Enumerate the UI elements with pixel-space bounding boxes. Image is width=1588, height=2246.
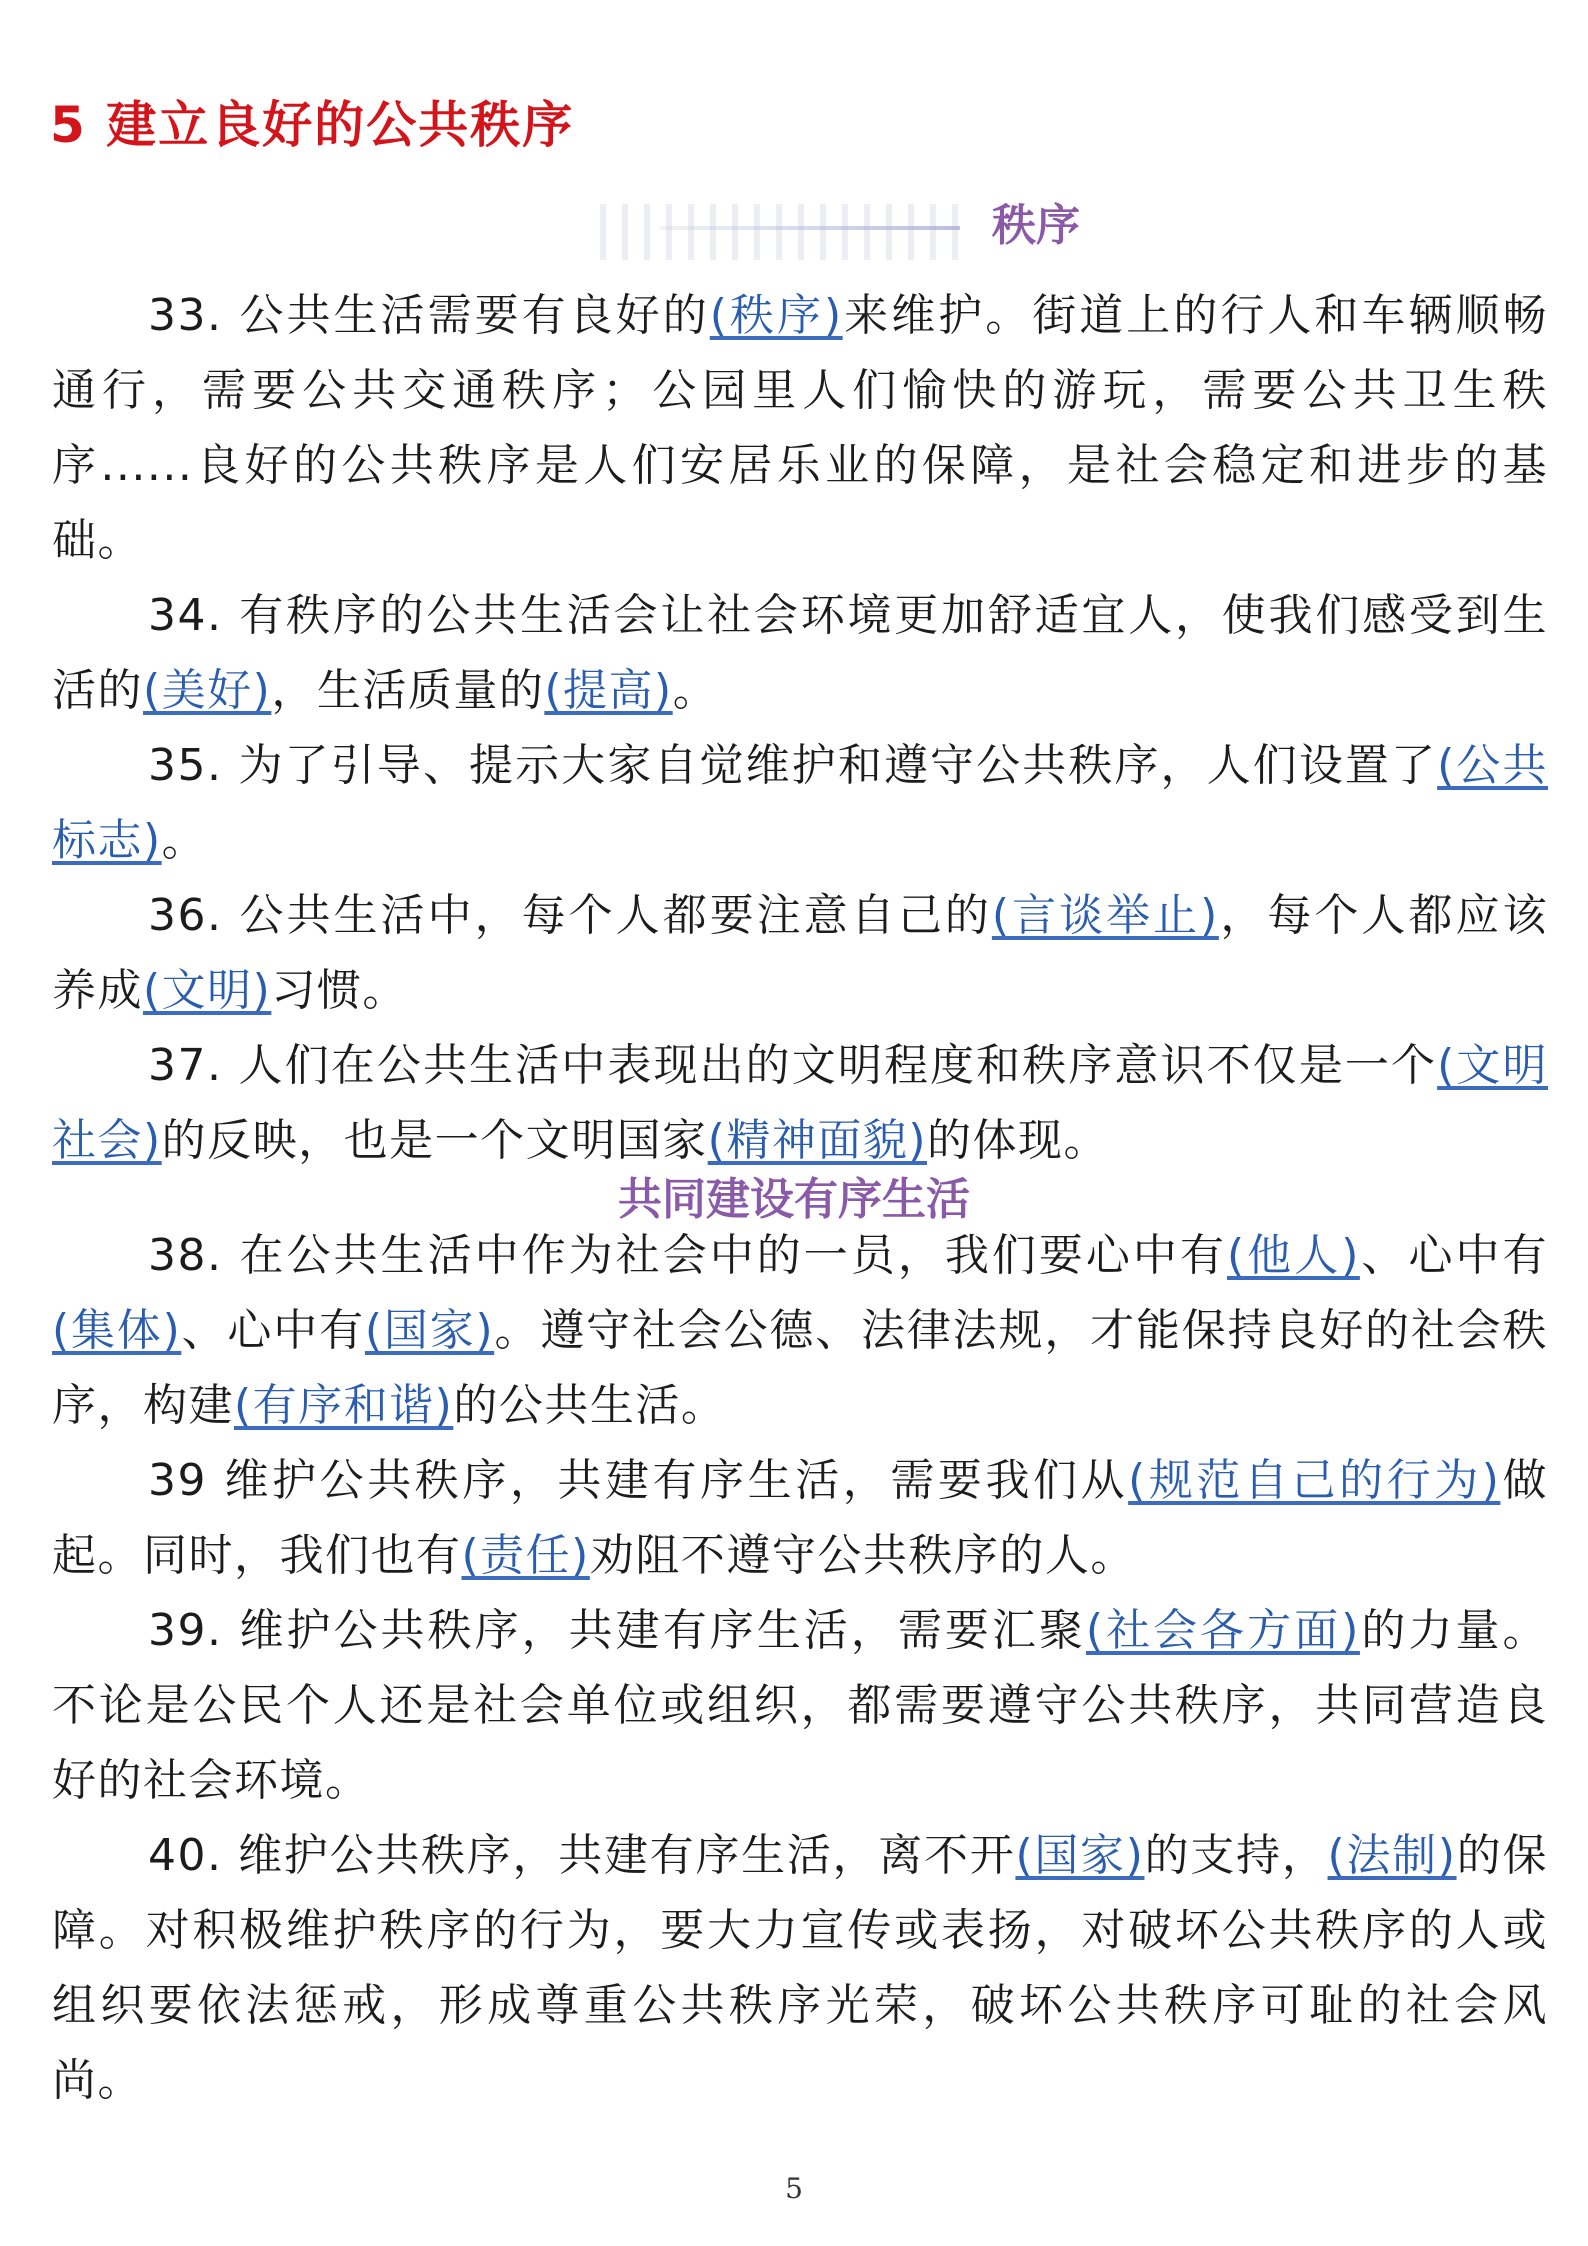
item-text: 劝阻不遵守公共秩序的人。 xyxy=(589,1530,1136,1581)
list-item xyxy=(52,728,1548,878)
list-item xyxy=(52,1593,1548,1818)
section-heading-order: 秩序 xyxy=(992,200,1080,251)
item-text: 38. 在公共生活中作为社会中的一员，我们要心中有 xyxy=(148,1230,1227,1281)
answer-blank: (公共标志) xyxy=(52,740,1548,866)
answer-blank: (提高) xyxy=(544,665,673,716)
list-item xyxy=(52,878,1548,1028)
item-text: ，每个人都应该养成 xyxy=(52,890,1548,1016)
heading-decoration-line xyxy=(660,226,960,230)
heading-decoration xyxy=(600,204,960,260)
answer-blank: (美好) xyxy=(143,665,272,716)
item-text: 、心中有 xyxy=(181,1305,365,1356)
items-section-order xyxy=(52,278,1548,1178)
item-text: 的体现。 xyxy=(927,1115,1110,1166)
item-text: 33. 公共生活需要有良好的 xyxy=(148,290,710,341)
answer-blank: (言谈举止) xyxy=(991,890,1219,941)
item-text: 39 维护公共秩序，共建有序生活，需要我们从 xyxy=(148,1455,1129,1506)
item-text: 。 xyxy=(161,815,208,866)
item-text: 的反映，也是一个文明国家 xyxy=(161,1115,708,1166)
answer-blank: (精神面貌) xyxy=(707,1115,928,1166)
answer-blank: (有序和谐) xyxy=(234,1380,454,1431)
item-text: 、心中有 xyxy=(1359,1230,1548,1281)
item-text: 36. 公共生活中，每个人都要注意自己的 xyxy=(148,890,992,941)
item-text: 。遵守社会公德、法律法规，才能保持良好的社会秩序，构建 xyxy=(52,1305,1548,1431)
answer-blank: (文明) xyxy=(143,965,272,1016)
item-text: 。 xyxy=(672,665,719,716)
answer-blank: (他人) xyxy=(1226,1230,1360,1281)
list-item xyxy=(52,578,1548,728)
section-heading-wrapper xyxy=(600,198,1080,268)
answer-blank: (秩序) xyxy=(709,290,843,341)
item-text: 做起。同时，我们也有 xyxy=(52,1455,1548,1581)
list-item xyxy=(52,1443,1548,1593)
item-text: 习惯。 xyxy=(271,965,408,1016)
answer-blank: (国家) xyxy=(364,1305,495,1356)
answer-blank: (责任) xyxy=(461,1530,590,1581)
item-text: 40. 维护公共秩序，共建有序生活，离不开 xyxy=(148,1830,1016,1881)
answer-blank: (社会各方面) xyxy=(1085,1605,1360,1656)
answer-blank: (法制) xyxy=(1327,1830,1457,1881)
section-heading-build-orderly-life: 共同建设有序生活 xyxy=(618,1174,970,1225)
item-text: 的力量。不论是公民个人还是社会单位或组织，都需要遵守公共秩序，共同营造良好的社会环境。 xyxy=(52,1605,1549,1806)
list-item xyxy=(52,1818,1548,2118)
answer-blank: (文明社会) xyxy=(52,1040,1548,1166)
chapter-title: 5 建立良好的公共秩序 xyxy=(50,96,575,154)
item-text: 的公共生活。 xyxy=(453,1380,727,1431)
items-section-build-orderly-life xyxy=(52,1218,1548,2118)
list-item xyxy=(52,278,1548,578)
item-text: 的保障。对积极维护秩序的行为，要大力宣传或表扬，对破坏公共秩序的人或组织要依法惩戒，形成尊重公共秩序光荣，破坏公共秩序可耻的社会风尚。 xyxy=(52,1830,1548,2106)
item-text: 35. 为了引导、提示大家自觉维护和遵守公共秩序，人们设置了 xyxy=(148,740,1438,791)
answer-blank: (集体) xyxy=(52,1305,182,1356)
item-text: 的支持， xyxy=(1144,1830,1328,1881)
list-item xyxy=(52,1028,1548,1178)
item-text: 37. 人们在公共生活中表现出的文明程度和秩序意识不仅是一个 xyxy=(148,1040,1438,1091)
item-text: 39. 维护公共秩序，共建有序生活，需要汇聚 xyxy=(148,1605,1086,1656)
answer-blank: (规范自己的行为) xyxy=(1128,1455,1501,1506)
item-text: ，生活质量的 xyxy=(271,665,545,716)
page-number: 5 xyxy=(785,2172,803,2205)
list-item xyxy=(52,1218,1548,1443)
item-text: 34. 有秩序的公共生活会让社会环境更加舒适宜人，使我们感受到生活的 xyxy=(52,590,1548,716)
item-text: 来维护。街道上的行人和车辆顺畅通行，需要公共交通秩序；公园里人们愉快的游玩，需要公共卫生秩序......良好的公共秩序是人们安居乐业的保障，是社会稳定和进步的基础。 xyxy=(52,290,1548,566)
answer-blank: (国家) xyxy=(1015,1830,1145,1881)
